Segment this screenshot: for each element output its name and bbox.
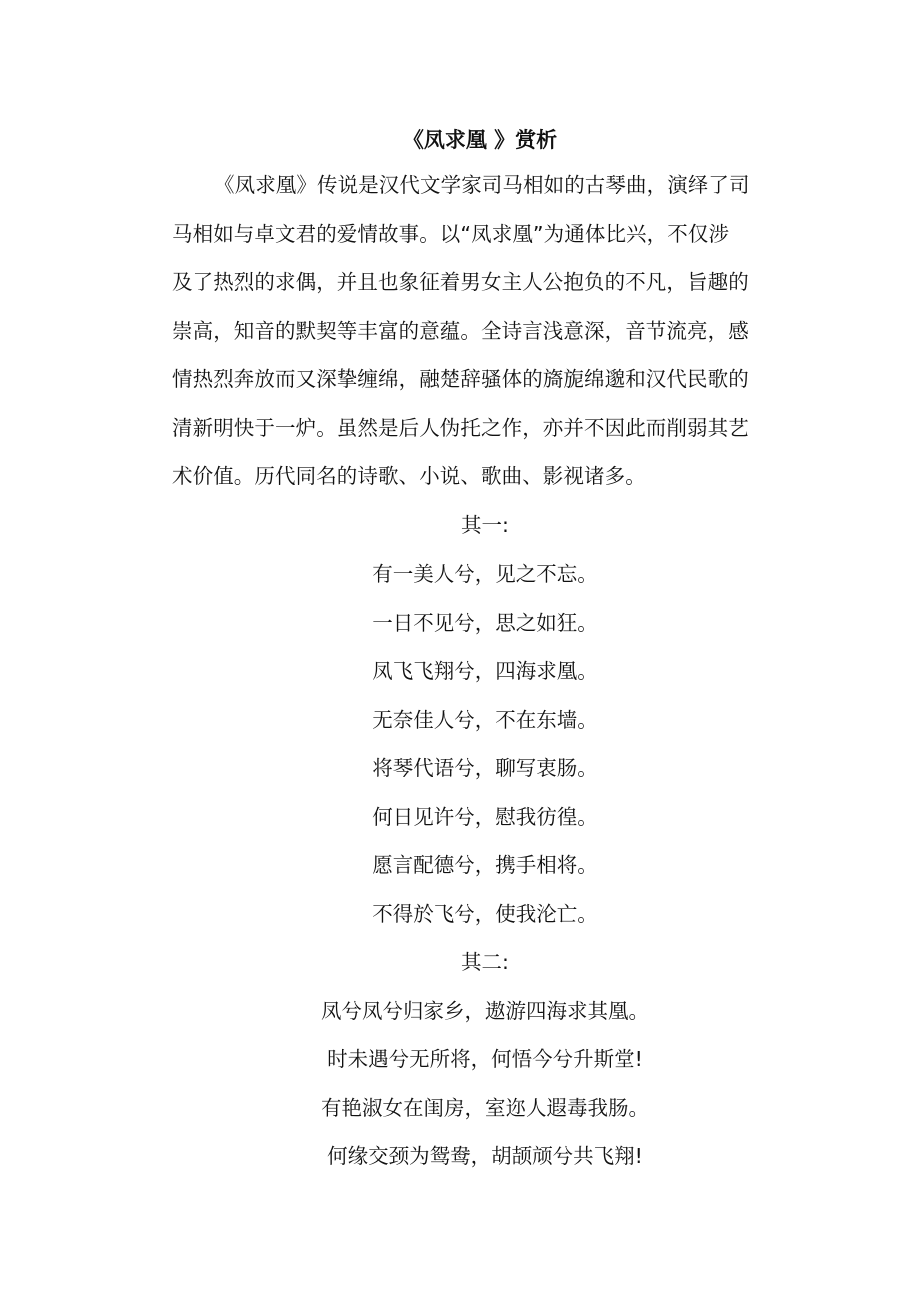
poem-line: 何缘交颈为鸳鸯，胡颉颃兮共飞翔! [327, 1144, 643, 1168]
intro-line: 《凤求凰》传说是汉代文学家司马相如的古琴曲，演绎了司 [214, 173, 750, 197]
poem-line: 凤飞飞翔兮，四海求凰。 [372, 659, 598, 683]
poem-one-heading: 其一: [461, 513, 509, 537]
intro-line: 马相如与卓文君的爱情故事。以“凤求凰”为通体比兴，不仅涉 [172, 221, 730, 246]
poem-line: 有一美人兮，见之不忘。 [372, 562, 598, 586]
intro-line: 崇高，知音的默契等丰富的意蕴。全诗言浅意深，音节流亮，感 [172, 318, 749, 343]
intro-line: 清新明快于一炉。虽然是后人伪托之作，亦并不因此而削弱其艺 [172, 415, 749, 440]
poem-line: 时未遇兮无所将，何悟今兮升斯堂! [327, 1047, 643, 1071]
poem-line: 无奈佳人兮，不在东墙。 [372, 708, 598, 732]
intro-line: 及了热烈的求偶，并且也象征着男女主人公抱负的不凡，旨趣的 [172, 270, 749, 294]
poem-line: 不得於飞兮，使我沦亡。 [372, 902, 598, 926]
poem-two-heading: 其二: [461, 950, 509, 974]
intro-paragraph [172, 170, 784, 510]
poem-line: 愿言配德兮，携手相将。 [372, 853, 598, 877]
poem-line: 将琴代语兮，聊写衷肠。 [372, 756, 598, 780]
poem-line: 一日不见兮，思之如狂。 [372, 611, 598, 635]
poem-line: 有艳淑女在闺房，室迩人遐毒我肠。 [321, 1096, 649, 1120]
intro-line: 情热烈奔放而又深挚缠绵，融楚辞骚体的旖旎绵邈和汉代民歌的 [172, 367, 749, 391]
poem-line: 凤兮凤兮归家乡，遨游四海求其凰。 [321, 999, 649, 1023]
intro-line: 术价值。历代同名的诗歌、小说、歌曲、影视诸多。 [172, 464, 646, 488]
document-title: 《凤求凰 》赏析 [402, 128, 558, 152]
poem-line: 何日见许兮，慰我彷徨。 [372, 805, 598, 829]
